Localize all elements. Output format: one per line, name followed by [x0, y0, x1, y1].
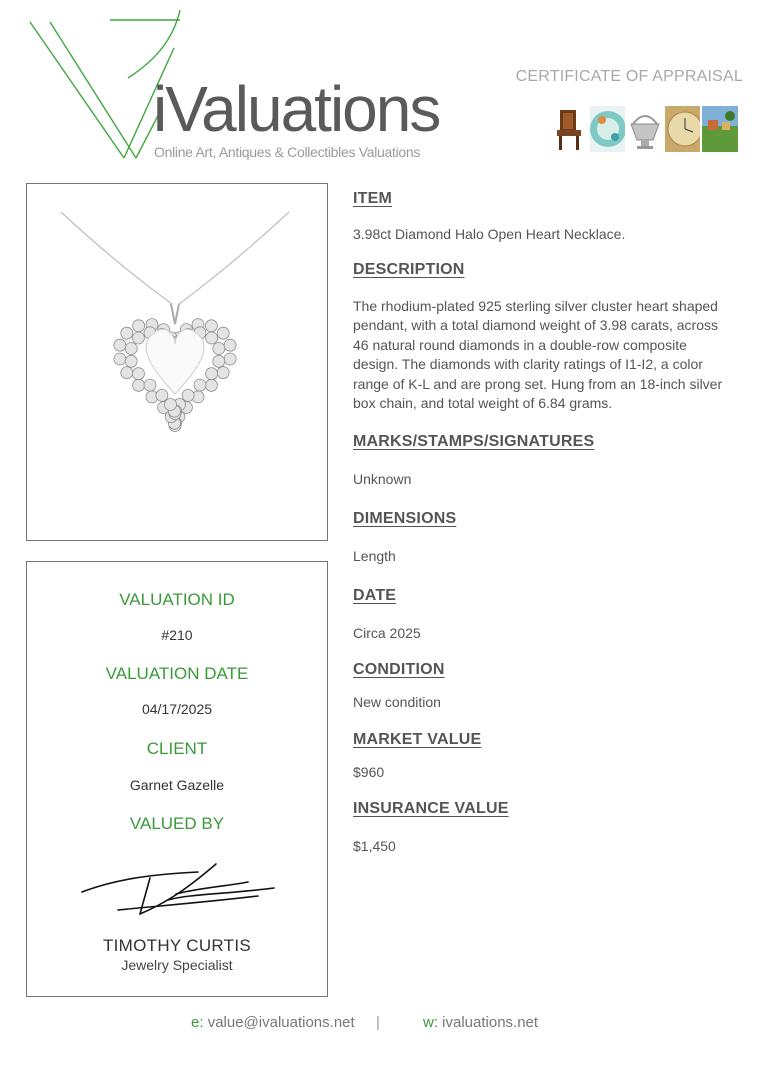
market-value-text: $960: [353, 764, 385, 780]
diamond-stone: [213, 343, 225, 355]
condition-heading: CONDITION: [353, 661, 445, 678]
diamond-stone: [165, 399, 177, 411]
valuation-date-label: VALUATION DATE: [105, 664, 249, 683]
diamond-stone: [213, 355, 225, 367]
footer-separator: |: [376, 1014, 380, 1031]
valuation-id-label: VALUATION ID: [119, 590, 235, 609]
marks-heading: MARKS/STAMPS/SIGNATURES: [353, 433, 595, 450]
description-text: The rhodium-plated 925 sterling silver cluster heart shaped pendant, with a total diamond weight of 3.98 carats, across 46 natural round diamonds in a double-row composite design. The diamonds with clarity ratings of I1-I2, a color range of K-L and are prong set. Hung from an 18-inch silver box chain, and total weight of 6.84 grams.: [353, 298, 723, 412]
valuer-role: Jewelry Specialist: [121, 957, 233, 973]
dimensions-text: Length: [353, 548, 396, 564]
client-value: Garnet Gazelle: [129, 777, 225, 793]
valuation-date-value: 04/17/2025: [141, 701, 213, 717]
footer-website[interactable]: [423, 1014, 538, 1031]
diamond-stone: [125, 343, 137, 355]
landscape-painting-icon: [702, 106, 738, 152]
diamond-stone: [224, 339, 236, 351]
diamond-stone: [205, 320, 217, 332]
item-heading: ITEM: [353, 190, 393, 207]
footer-email[interactable]: [191, 1014, 355, 1031]
necklace-pendant-icon: [27, 184, 327, 540]
product-photo-frame: [26, 183, 328, 541]
market-value-heading: MARKET VALUE: [353, 731, 482, 748]
marks-text: Unknown: [353, 471, 412, 487]
diamond-stone: [114, 339, 126, 351]
diamond-stone: [194, 379, 206, 391]
valued-by-label: VALUED BY: [129, 814, 225, 833]
diamond-stone: [133, 320, 145, 332]
diamond-stone: [132, 332, 144, 344]
valuer-name: TIMOTHY CURTIS: [102, 936, 252, 955]
diamond-stone: [206, 332, 218, 344]
valuer-signature: [78, 858, 278, 922]
diamond-stone: [217, 367, 229, 379]
diamond-stone: [132, 368, 144, 380]
client-label: CLIENT: [146, 739, 208, 758]
dimensions-heading: DIMENSIONS: [353, 510, 457, 527]
diamond-stone: [133, 379, 145, 391]
insurance-value-heading: INSURANCE VALUE: [353, 800, 509, 817]
valuation-info-panel: [26, 561, 328, 997]
diamond-stone: [182, 389, 194, 401]
insurance-value-text: $1,450: [353, 838, 396, 854]
diamond-stone: [114, 353, 126, 365]
diamond-stone: [206, 368, 218, 380]
certificate-title: CERTIFICATE OF APPRAISAL: [515, 68, 743, 85]
description-heading: DESCRIPTION: [353, 261, 465, 278]
diamond-stone: [125, 355, 137, 367]
email-address[interactable]: value@ivaluations.net: [207, 1014, 355, 1031]
diamond-stone: [205, 379, 217, 391]
diamond-stone: [121, 367, 133, 379]
diamond-stone: [144, 379, 156, 391]
date-text: Circa 2025: [353, 625, 421, 641]
chair-icon: [552, 106, 588, 152]
item-text: 3.98ct Diamond Halo Open Heart Necklace.: [353, 226, 626, 242]
ceramic-plate-icon: [590, 106, 626, 152]
category-thumbnails: [552, 106, 738, 152]
diamond-stone: [156, 389, 168, 401]
brand-name: iValuations: [153, 73, 440, 145]
diamond-stone: [121, 327, 133, 339]
email-label: e:: [191, 1014, 204, 1031]
diamond-stone: [224, 353, 236, 365]
silver-basket-icon: [627, 106, 663, 152]
valuation-id-value: #210: [161, 627, 193, 643]
condition-text: New condition: [353, 694, 441, 710]
brand-tagline: Online Art, Antiques & Collectibles Valuations: [154, 144, 421, 160]
diamond-stone: [217, 327, 229, 339]
website-address[interactable]: ivaluations.net: [442, 1014, 539, 1031]
web-label: w:: [423, 1014, 438, 1031]
date-heading: DATE: [353, 587, 397, 604]
clock-face-icon: [665, 106, 701, 152]
